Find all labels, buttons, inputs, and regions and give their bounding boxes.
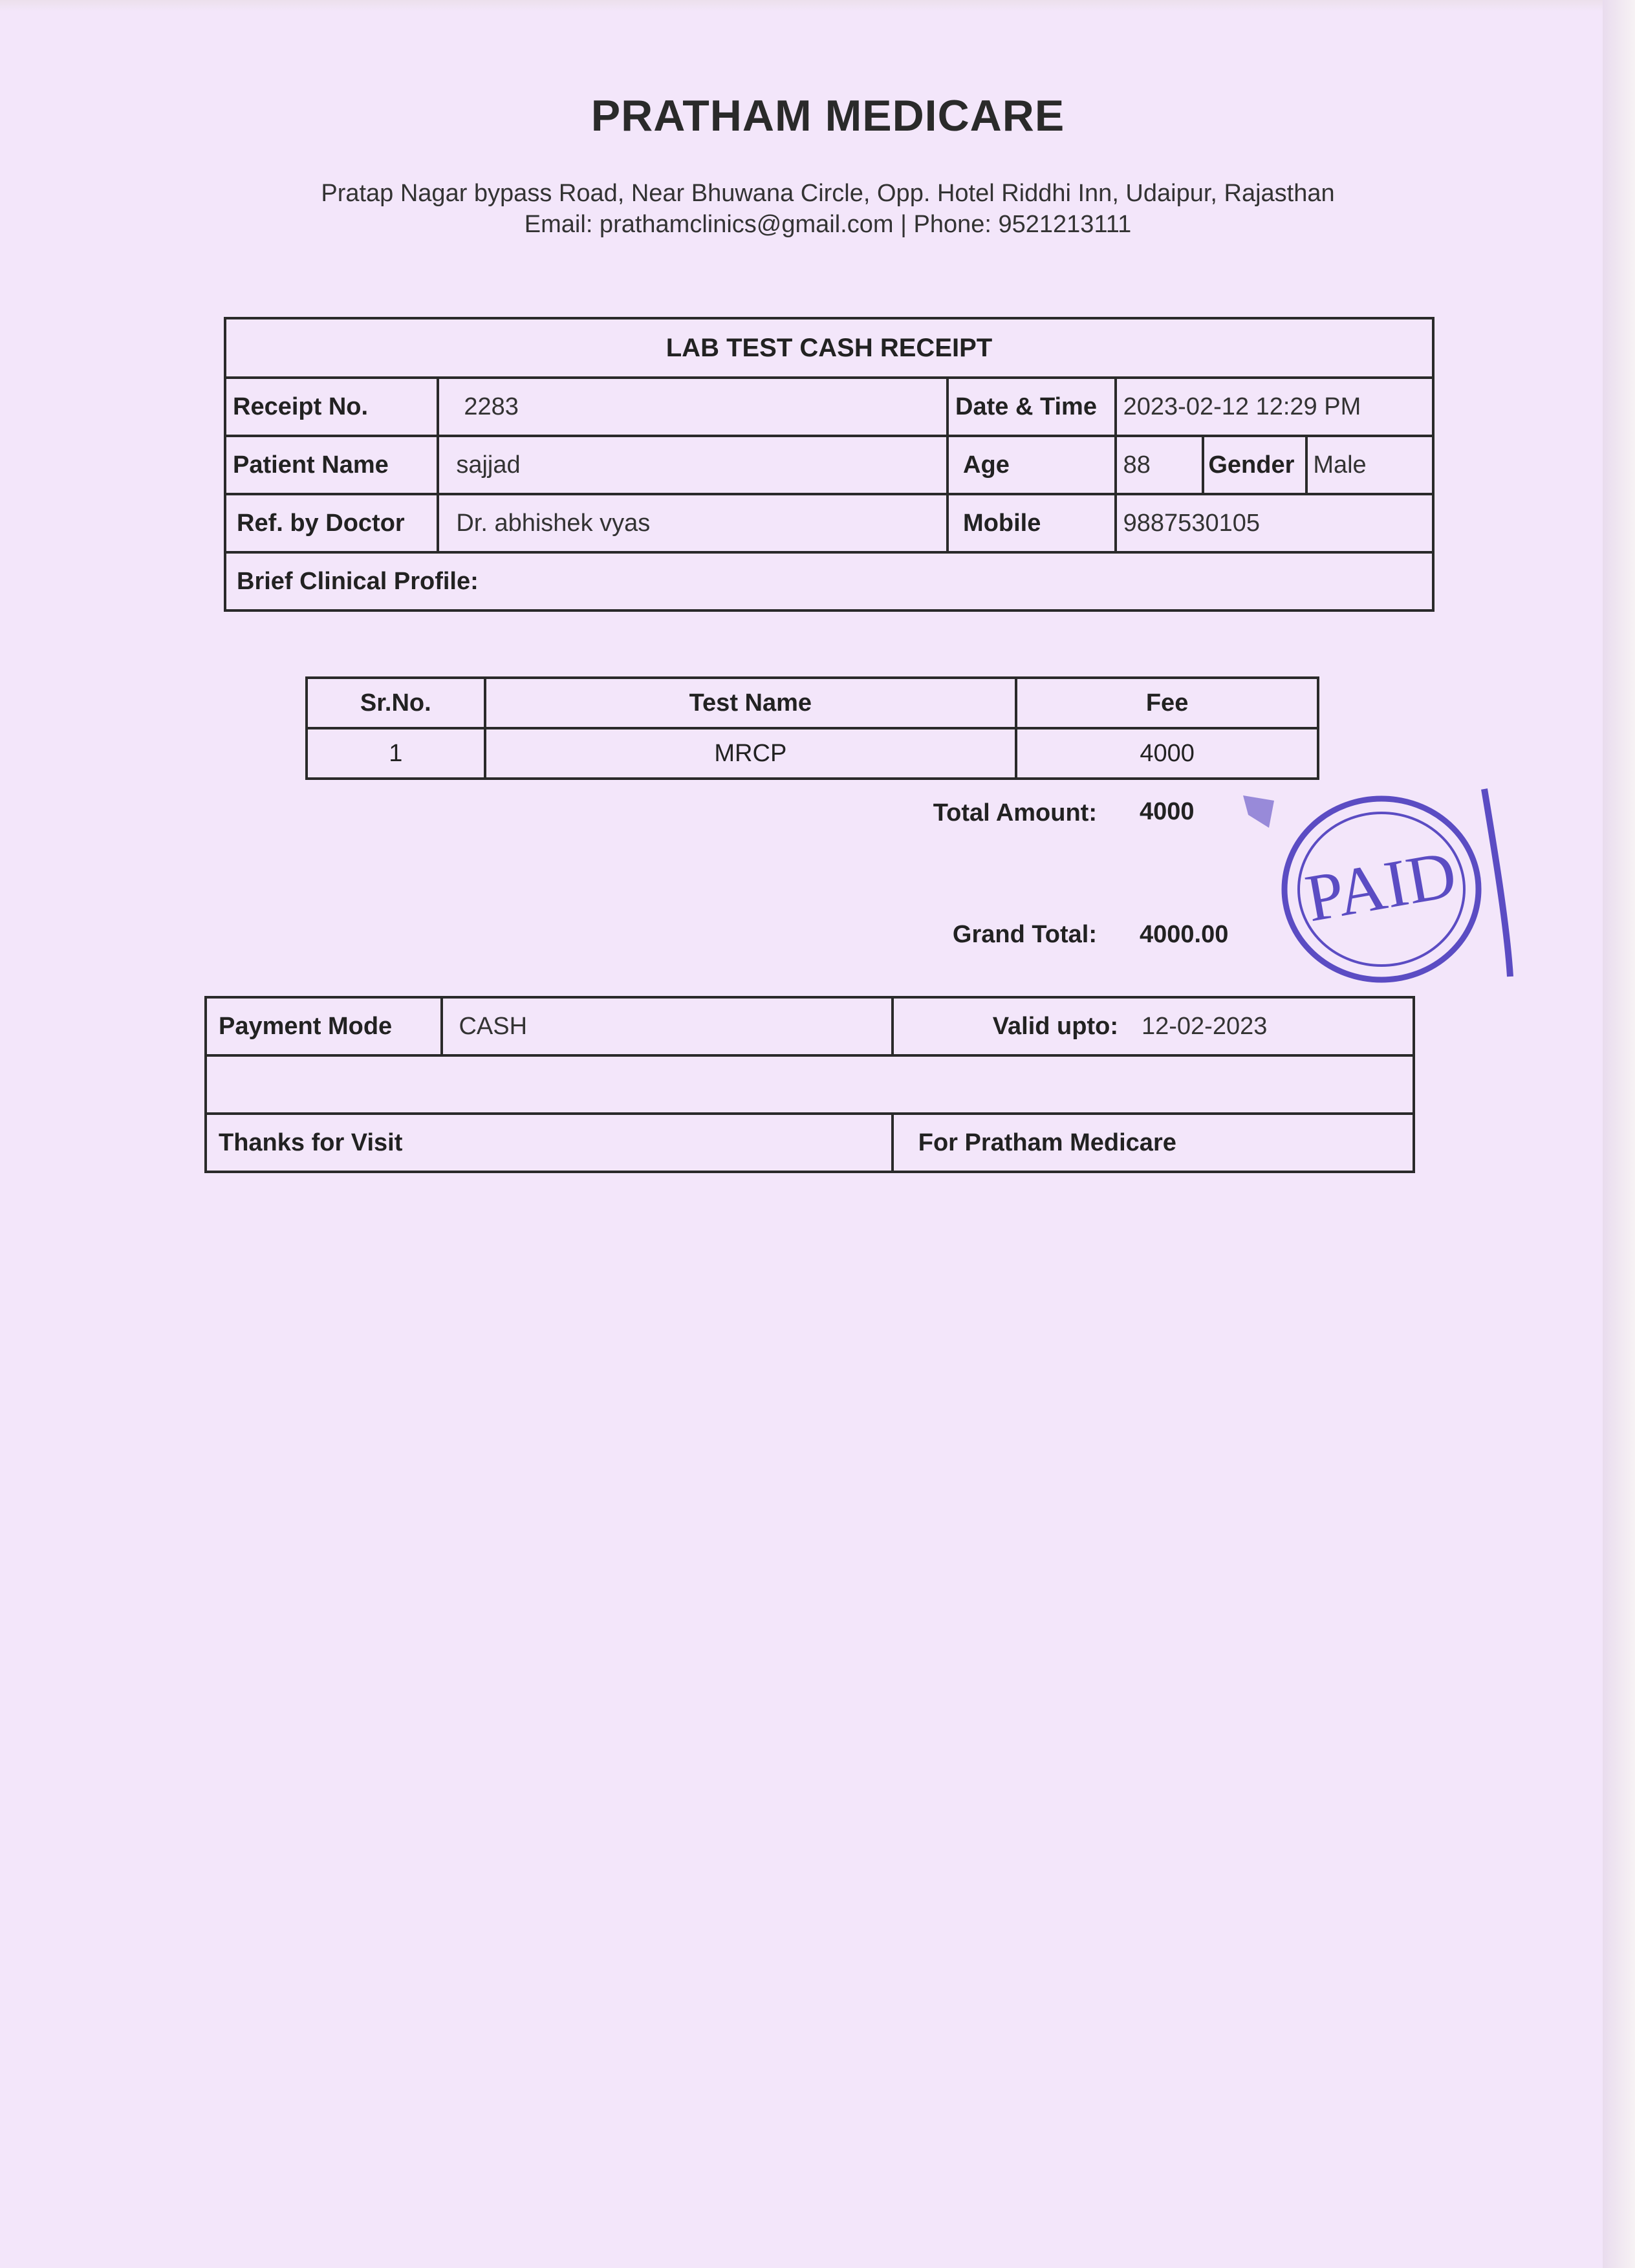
gender-label: Gender xyxy=(1203,436,1306,494)
col-header-sr: Sr.No. xyxy=(307,678,485,728)
clinical-profile-label: Brief Clinical Profile: xyxy=(225,552,1433,610)
age-label: Age xyxy=(947,436,1116,494)
mobile-label: Mobile xyxy=(947,494,1116,552)
patient-name-value: sajjad xyxy=(438,436,947,494)
datetime-label: Date & Time xyxy=(947,378,1116,436)
payment-table xyxy=(204,996,1415,1173)
patient-name-label: Patient Name xyxy=(225,436,438,494)
paid-stamp-text: PAID xyxy=(1300,836,1462,936)
clinic-name: PRATHAM MEDICARE xyxy=(590,91,1065,140)
mobile-value: 9887530105 xyxy=(1116,494,1433,552)
total-amount-value: 4000 xyxy=(1140,798,1195,825)
total-amount-label: Total Amount: xyxy=(933,799,1097,826)
row-sr: 1 xyxy=(307,728,485,779)
valid-upto-value: 12-02-2023 xyxy=(1125,997,1414,1055)
receipt-no-value: 2283 xyxy=(438,378,947,436)
clinic-address: Pratap Nagar bypass Road, Near Bhuwana Circle, Opp. Hotel Riddhi Inn, Udaipur, Rajasthan xyxy=(321,180,1335,207)
receipt-title: LAB TEST CASH RECEIPT xyxy=(225,318,1433,378)
age-value: 88 xyxy=(1116,436,1204,494)
payment-mode-value: CASH xyxy=(442,997,892,1055)
ref-doctor-label: Ref. by Doctor xyxy=(225,494,438,552)
gender-value: Male xyxy=(1306,436,1433,494)
tests-table xyxy=(305,676,1319,780)
table-row xyxy=(307,728,1318,779)
datetime-value: 2023-02-12 12:29 PM xyxy=(1116,378,1433,436)
page-edge-right xyxy=(1603,0,1635,2268)
valid-upto-label: Valid upto: xyxy=(893,997,1125,1055)
grand-total-label: Grand Total: xyxy=(952,921,1097,948)
grand-total-value: 4000.00 xyxy=(1140,921,1229,948)
for-clinic-signature: For Pratham Medicare xyxy=(893,1114,1414,1172)
row-test-name: MRCP xyxy=(485,728,1017,779)
ref-doctor-value: Dr. abhishek vyas xyxy=(438,494,947,552)
receipt-no-label: Receipt No. xyxy=(225,378,438,436)
row-fee: 4000 xyxy=(1016,728,1318,779)
page-edge-top xyxy=(0,0,1635,12)
col-header-test-name: Test Name xyxy=(485,678,1017,728)
clinic-contact: Email: prathamclinics@gmail.com | Phone: 9521213111 xyxy=(524,211,1132,238)
payment-mode-label: Payment Mode xyxy=(206,997,442,1055)
payment-blank-row xyxy=(206,1055,1414,1114)
patient-info-table xyxy=(224,317,1435,612)
paid-stamp-icon xyxy=(1229,776,1526,996)
col-header-fee: Fee xyxy=(1016,678,1318,728)
thanks-for-visit: Thanks for Visit xyxy=(206,1114,893,1172)
